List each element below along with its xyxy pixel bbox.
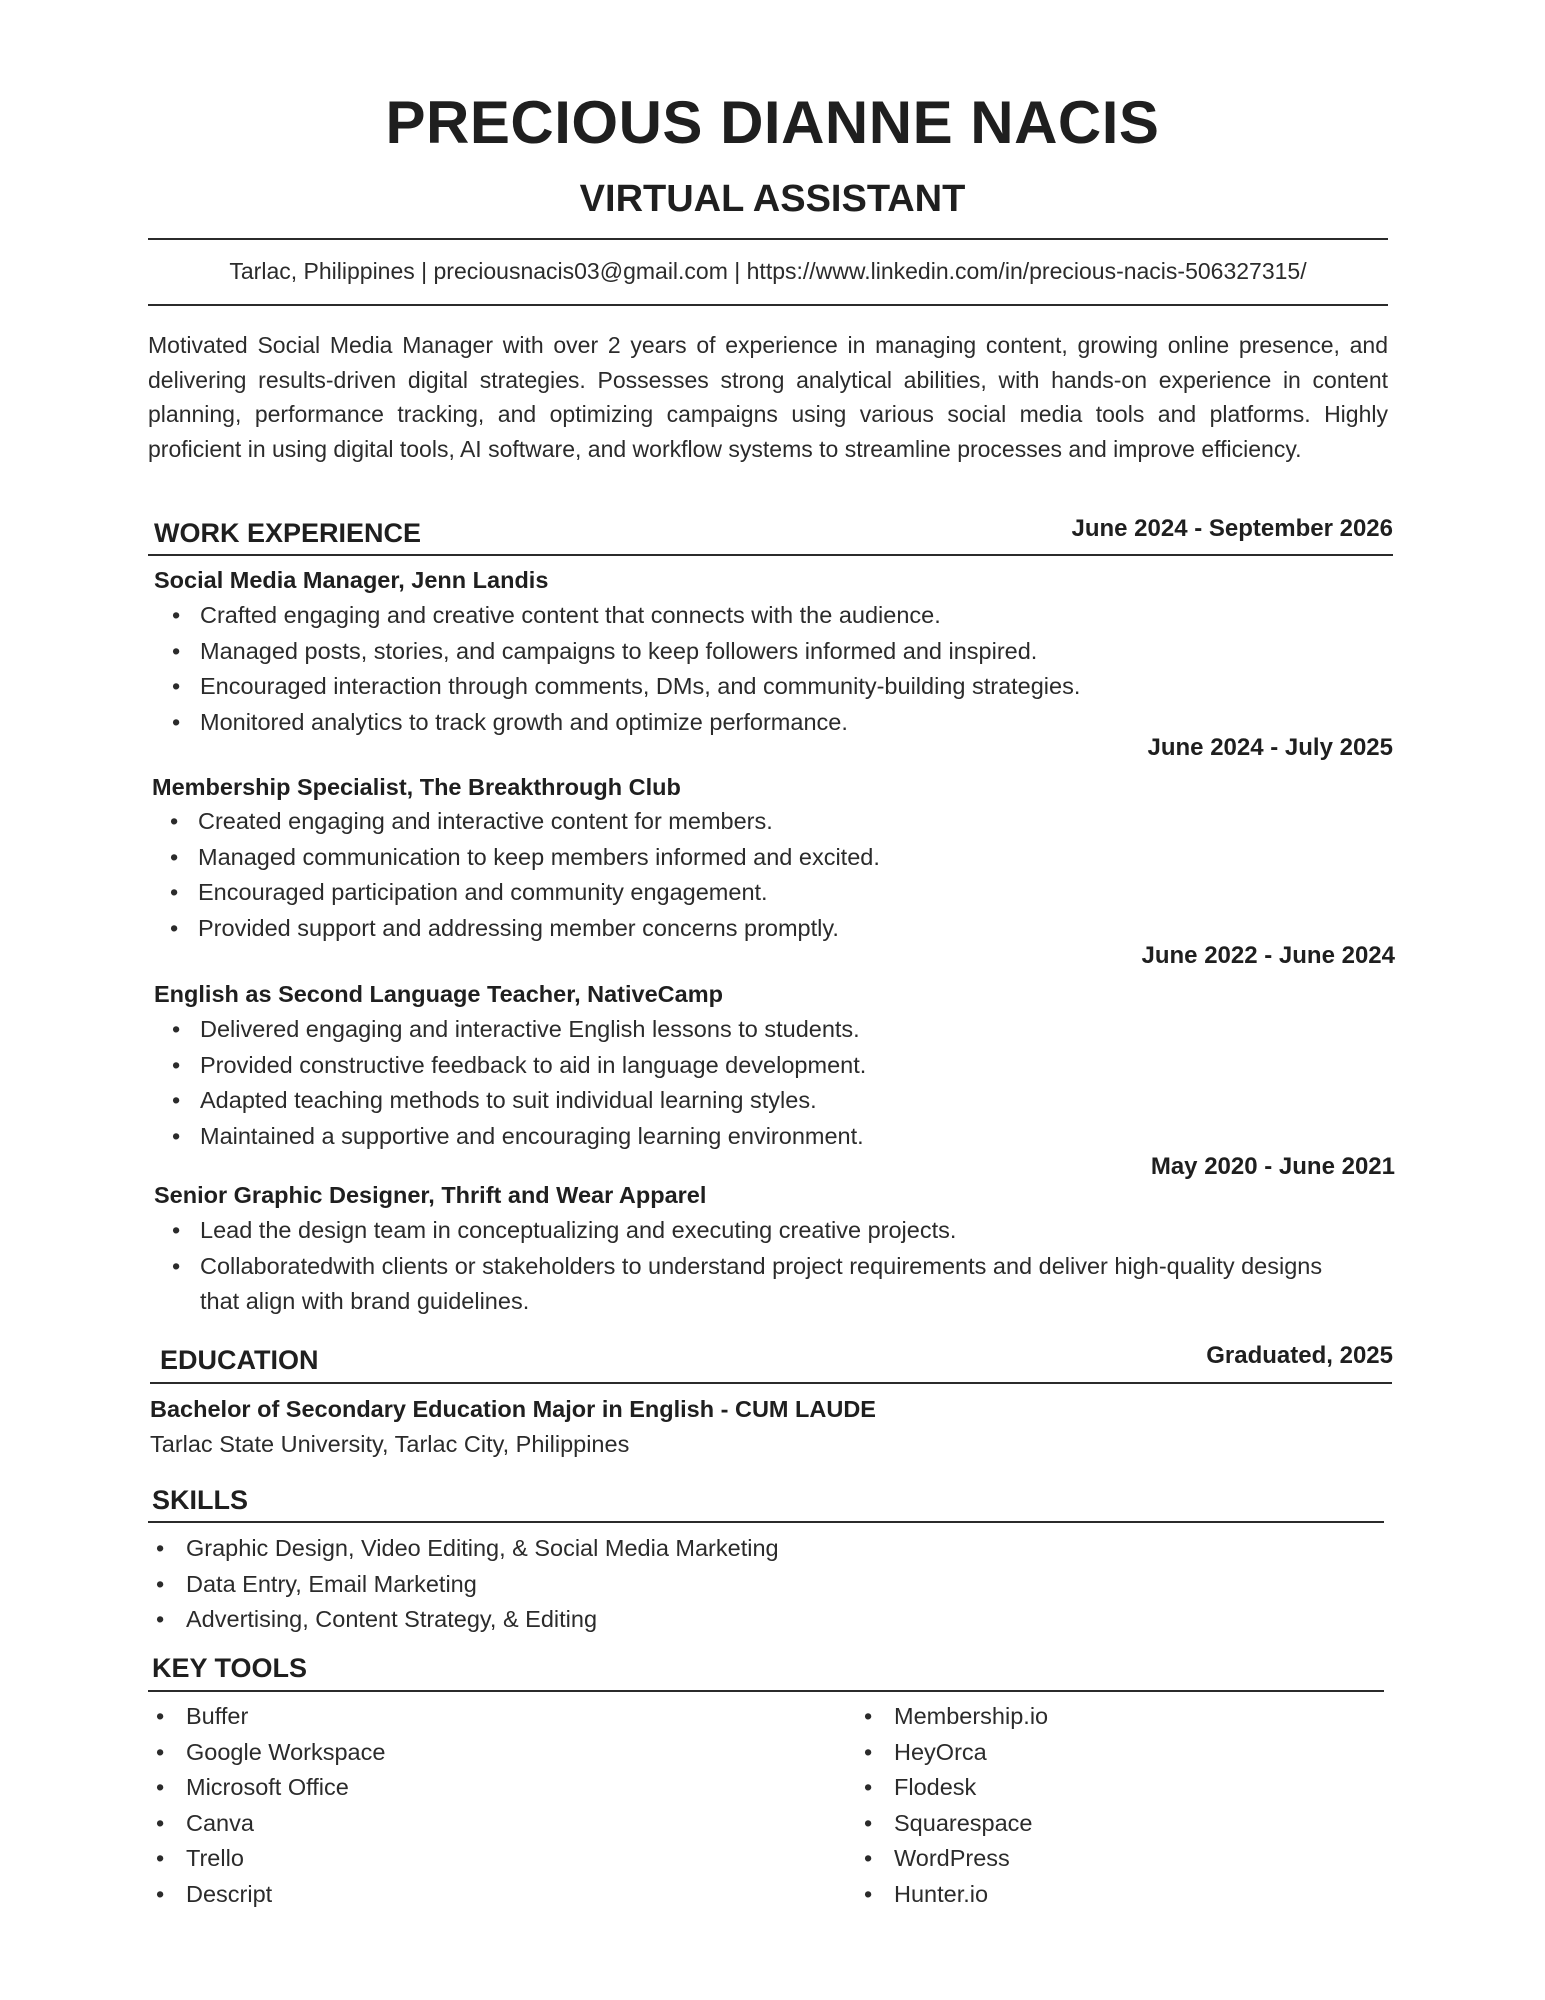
list-item: • WordPress [858,1841,1358,1877]
section-divider-education [150,1382,1392,1384]
list-item: • Adapted teaching methods to suit individual learning styles. [154,1083,1374,1119]
job-dates: June 2022 - June 2024 [1141,942,1395,969]
header-divider-top [148,238,1388,240]
job-bullet-list [154,598,1374,740]
list-item: • Crafted engaging and creative content that connects with the audience. [154,598,1374,634]
job-title: Social Media Manager, Jenn Landis [154,567,549,593]
list-item: • Canva [150,1806,710,1842]
education-date: Graduated, 2025 [1206,1342,1393,1369]
job-bullet-list [154,1012,1374,1154]
list-item: • Encouraged interaction through comments, DMs, and community-building strategies. [154,669,1374,705]
degree: Bachelor of Secondary Education Major in English - CUM LAUDE [150,1396,876,1422]
job-dates: June 2024 - July 2025 [1147,734,1393,761]
job-bullet-list [154,1213,1344,1320]
header-divider-bottom [148,304,1388,306]
job-dates: June 2024 - September 2026 [1071,515,1393,542]
list-item: • Trello [150,1841,710,1877]
tools-list-left [150,1699,710,1912]
section-title-work-experience: WORK EXPERIENCE [154,518,422,548]
job-dates: May 2020 - June 2021 [1150,1153,1395,1180]
list-item: • Descript [150,1877,710,1913]
list-item: • Managed posts, stories, and campaigns to keep followers informed and inspired. [154,634,1374,670]
list-item: • HeyOrca [858,1735,1358,1771]
list-item: • Advertising, Content Strategy, & Editing [150,1602,1350,1638]
list-item: • Buffer [150,1699,710,1735]
job-title: Membership Specialist, The Breakthrough Club [152,774,681,800]
list-item: • Encouraged participation and community engagement. [152,875,1372,911]
skills-list [150,1531,1350,1638]
job-bullet-list [152,804,1372,946]
list-item: • Monitored analytics to track growth and optimize performance. [154,705,1374,741]
list-item: • Maintained a supportive and encouraging learning environment. [154,1119,1374,1155]
list-item: • Collaboratedwith clients or stakeholders to understand project requirements and deliver high-quality designs that align with brand guidelines. [154,1249,1344,1320]
section-divider-tools [148,1690,1384,1692]
list-item: • Provided support and addressing member concerns promptly. [152,911,1372,947]
candidate-name: PRECIOUS DIANNE NACIS [385,89,1160,156]
professional-summary: Motivated Social Media Manager with over 2 years of experience in managing content, growing online presence, and delivering results-driven digital strategies. Possesses strong analytical abilities, with hands-on experience in content planning, performance tracking, and optimizing campaigns using various social media tools and platforms. Highly proficient in using digital tools, AI software, and workflow systems to streamline processes and improve efficiency. [148,332,1388,462]
section-title-skills: SKILLS [152,1485,249,1515]
list-item: • Data Entry, Email Marketing [150,1567,1350,1603]
list-item: • Created engaging and interactive content for members. [152,804,1372,840]
list-item: • Delivered engaging and interactive English lessons to students. [154,1012,1374,1048]
list-item: • Membership.io [858,1699,1358,1735]
list-item: • Hunter.io [858,1877,1358,1913]
section-divider-work [148,554,1393,556]
list-item: • Squarespace [858,1806,1358,1842]
contact-line: Tarlac, Philippines | preciousnacis03@gmail.com | https://www.linkedin.com/in/precious-nacis-506327315/ [229,258,1307,284]
list-item: • Provided constructive feedback to aid in language development. [154,1048,1374,1084]
job-title-heading: VIRTUAL ASSISTANT [579,178,966,220]
job-title: English as Second Language Teacher, NativeCamp [154,981,723,1007]
section-title-education: EDUCATION [160,1345,319,1375]
tools-list-right [858,1699,1358,1912]
list-item: • Microsoft Office [150,1770,710,1806]
job-title: Senior Graphic Designer, Thrift and Wear Apparel [154,1182,707,1208]
list-item: • Flodesk [858,1770,1358,1806]
section-divider-skills [148,1521,1384,1523]
list-item: • Graphic Design, Video Editing, & Social Media Marketing [150,1531,1350,1567]
list-item: • Lead the design team in conceptualizing and executing creative projects. [154,1213,1344,1249]
school: Tarlac State University, Tarlac City, Philippines [150,1431,630,1457]
list-item: • Managed communication to keep members informed and excited. [152,840,1372,876]
section-title-key-tools: KEY TOOLS [152,1653,308,1683]
list-item: • Google Workspace [150,1735,710,1771]
